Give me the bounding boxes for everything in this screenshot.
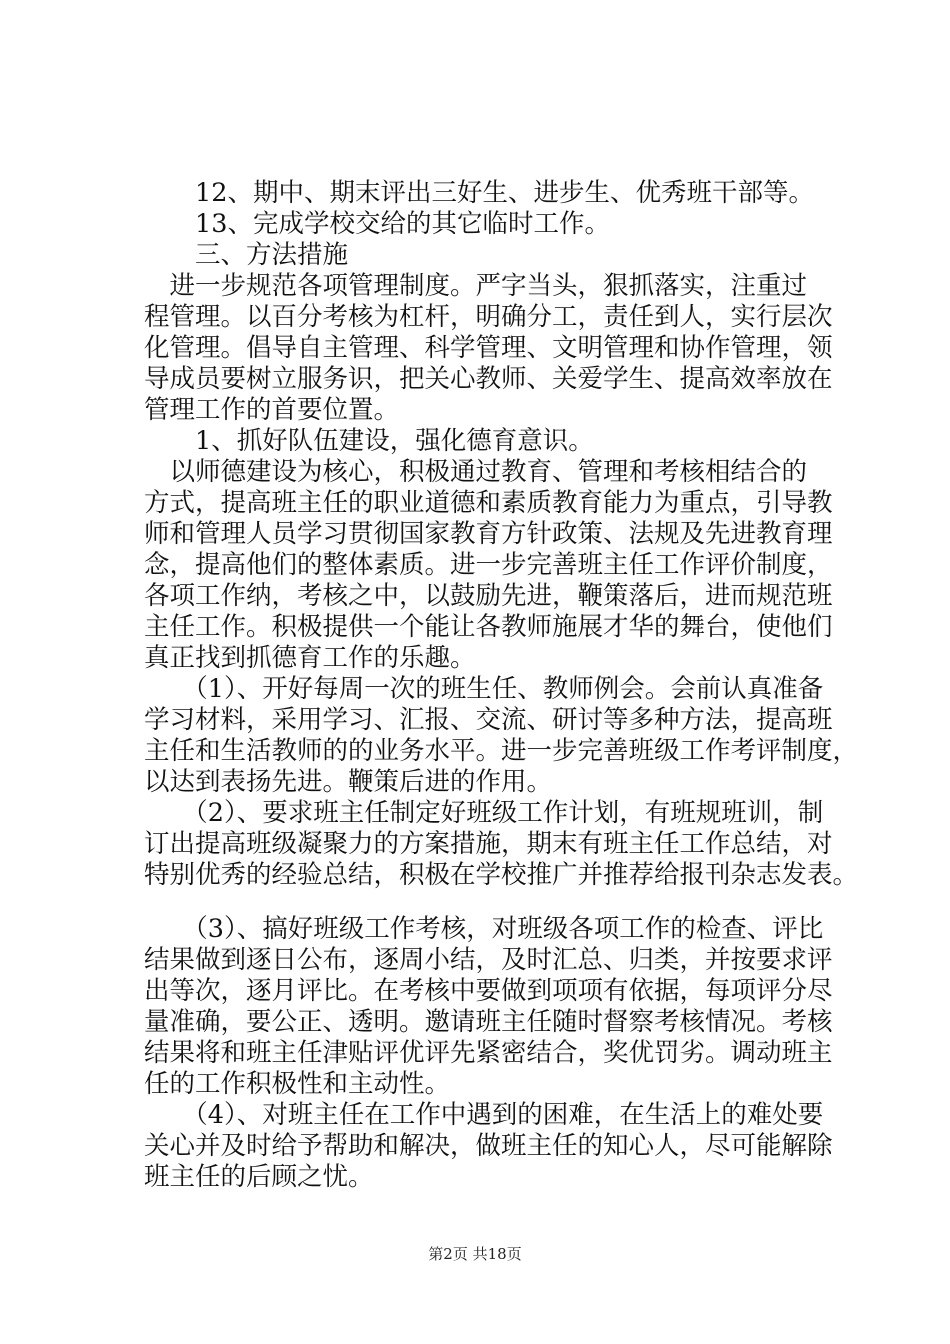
text-line: 导成员要树立服务识，把关心教师、关爱学生、提高效率放在: [144, 364, 833, 394]
text-line: 各项工作纳，考核之中，以鼓励先进，鞭策落后，进而规范班: [144, 581, 833, 611]
text-line: （4）、对班主任在工作中遇到的困难，在生活上的难处要: [144, 1100, 824, 1130]
text-line: 化管理。倡导自主管理、科学管理、文明管理和协作管理，领: [144, 333, 833, 363]
text-line: 师和管理人员学习贯彻国家教育方针政策、法规及先进教育理: [144, 519, 833, 549]
text-line: 任的工作积极性和主动性。: [144, 1069, 451, 1099]
text-line: 以达到表扬先进。鞭策后进的作用。: [144, 767, 553, 797]
text-line: 结果做到逐日公布，逐周小结，及时汇总、归类，并按要求评: [144, 945, 833, 975]
text-line: 订出提高班级凝聚力的方案措施，期末有班主任工作总结，对: [144, 829, 833, 859]
text-line: 关心并及时给予帮助和解决，做班主任的知心人，尽可能解除: [144, 1131, 833, 1161]
text-line: 主任和生活教师的的业务水平。进一步完善班级工作考评制度，: [144, 736, 859, 766]
text-line: （2）、要求班主任制定好班级工作计划，有班规班训，制: [144, 798, 824, 828]
text-line: （1）、开好每周一次的班生任、教师例会。会前认真准备: [144, 674, 824, 704]
subsection-heading: 1、抓好队伍建设，强化德育意识。: [144, 426, 594, 456]
text-line: 主任工作。积极提供一个能让各教师施展才华的舞台，使他们: [144, 612, 833, 642]
text-line: 方式，提高班主任的职业道德和素质教育能力为重点，引导教: [144, 488, 833, 518]
text-line: 特别优秀的经验总结，积极在学校推广并推荐给报刊杂志发表。: [144, 860, 859, 890]
text-line: 12、期中、期末评出三好生、进步生、优秀班干部等。: [144, 178, 814, 208]
text-line: 学习材料，采用学习、汇报、交流、研讨等多种方法，提高班: [144, 705, 833, 735]
section-heading: 三、方法措施: [144, 240, 349, 270]
text-line: 班主任的后顾之忧。: [144, 1162, 374, 1192]
text-line: （3）、搞好班级工作考核，对班级各项工作的检查、评比: [144, 914, 824, 944]
text-line: 程管理。以百分考核为杠杆，明确分工，责任到人，实行层次: [144, 302, 833, 332]
text-line: 出等次，逐月评比。在考核中要做到项项有依据，每项评分尽: [144, 976, 833, 1006]
page-number-footer: 第2页 共18页: [428, 1245, 522, 1263]
text-line: 13、完成学校交给的其它临时工作。: [144, 209, 610, 239]
text-line: 以师德建设为核心，积极通过教育、管理和考核相结合的: [144, 457, 808, 487]
text-line: 真正找到抓德育工作的乐趣。: [144, 643, 476, 673]
text-line: 念，提高他们的整体素质。进一步完善班主任工作评价制度，: [144, 550, 833, 580]
text-line: 管理工作的首要位置。: [144, 395, 400, 425]
text-line: 结果将和班主任津贴评优评先紧密结合，奖优罚劣。调动班主: [144, 1038, 833, 1068]
text-line: 量准确，要公正、透明。邀请班主任随时督察考核情况。考核: [144, 1007, 833, 1037]
text-line: 进一步规范各项管理制度。严字当头，狠抓落实，注重过: [144, 271, 808, 301]
